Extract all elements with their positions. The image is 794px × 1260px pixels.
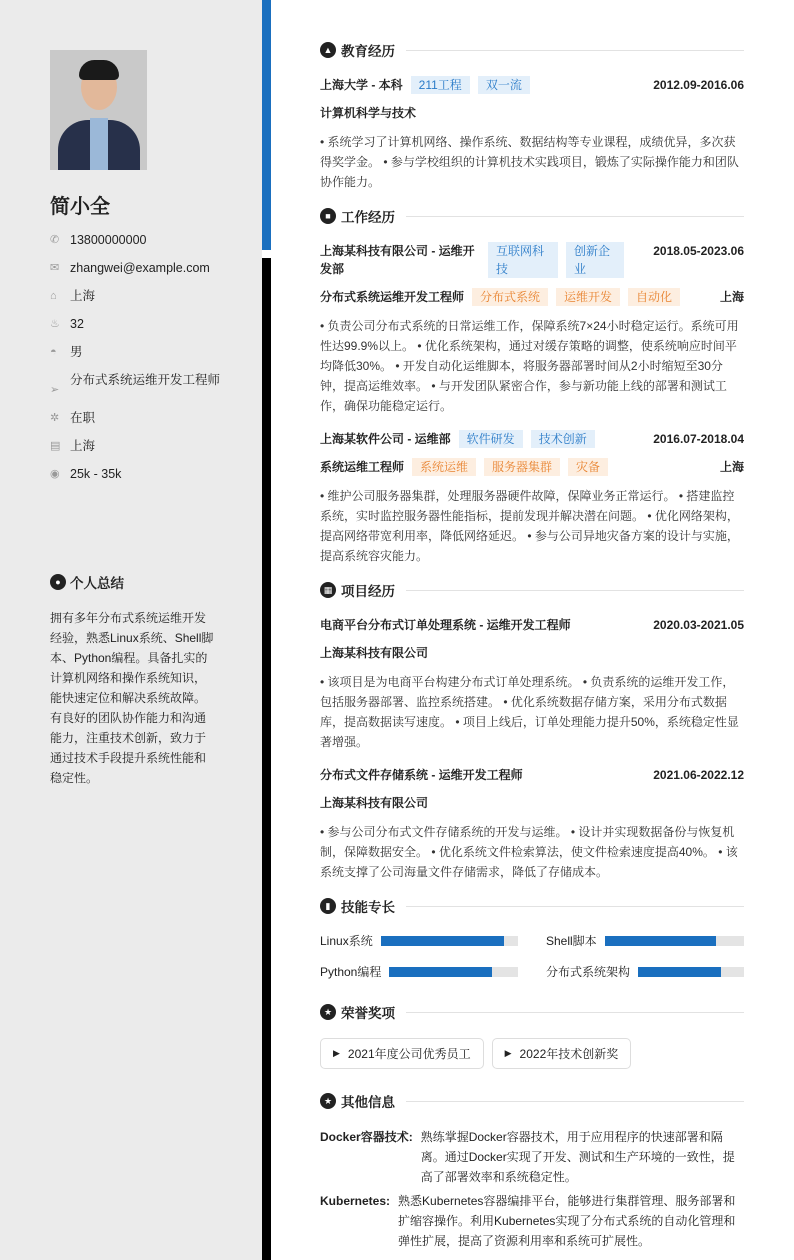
- skill-item: [546, 932, 744, 949]
- company: 上海某软件公司 - 运维部: [320, 432, 451, 446]
- other-text: 熟悉Kubernetes容器编排平台，能够进行集群管理、服务部署和扩缩容操作。利用Kubernetes实现了分布式系统的自动化管理和弹性扩展，提高了资源利用率和系统可扩展性。: [398, 1194, 736, 1248]
- skill-tag: 服务器集群: [484, 458, 560, 476]
- skill-tag: 系统运维: [412, 458, 476, 476]
- skill-bar-fill: [638, 967, 721, 977]
- info-icon: ★: [320, 1093, 336, 1109]
- company: 上海某科技有限公司 - 运维开发部: [320, 244, 475, 276]
- other-label: Kubernetes:: [320, 1194, 391, 1208]
- mail-icon: ✉: [50, 262, 60, 274]
- skill-item: [320, 963, 518, 980]
- briefcase-icon: ■: [320, 208, 336, 224]
- skill-bar: [638, 967, 744, 977]
- awards-heading: [320, 1002, 744, 1022]
- date: 2016.07-2018.04: [653, 432, 744, 446]
- city: 上海: [70, 439, 96, 453]
- skill-item: [546, 963, 744, 980]
- project-company: 上海某科技有限公司: [320, 646, 429, 660]
- section-title: 其他信息: [341, 1095, 395, 1110]
- email: zhangwei@example.com: [70, 261, 210, 275]
- project-name: 分布式文件存储系统 - 运维开发工程师: [320, 768, 523, 782]
- section-title: 荣誉奖项: [341, 1006, 395, 1021]
- gender: 男: [70, 345, 83, 359]
- section-title: 项目经历: [341, 584, 395, 599]
- tag: 双一流: [478, 76, 530, 94]
- profile-name: 简小全: [50, 196, 110, 218]
- project-name: 电商平台分布式订单处理系统 - 运维开发工程师: [320, 618, 571, 632]
- education-desc: • 系统学习了计算机网络、操作系统、数据结构等专业课程，成绩优异，多次获得奖学金。 • 参与学校组织的计算机技术实践项目，锻炼了实际操作能力和团队协作能力。: [320, 135, 739, 189]
- date: 2018.05-2023.06: [653, 244, 744, 258]
- other-heading: [320, 1091, 744, 1111]
- tag: 创新企业: [566, 242, 624, 278]
- work-desc: • 负责公司分布式系统的日常运维工作，保障系统7×24小时稳定运行。系统可用性达99.9%以上。 • 优化系统架构，通过对缓存策略的调整，使系统响应时间平均降低30%。 • 开发自动化运维脚本，将服务器部署时间从2小时缩短至30分钟，提高运维效率。 • 与开发团队紧密合作，参与新功能上线的部署和测试工作，确保功能稳定运行。: [320, 319, 739, 413]
- home-icon: ⌂: [50, 290, 57, 302]
- status-icon: ✲: [50, 412, 60, 424]
- skill-bar-fill: [381, 936, 505, 946]
- work-desc: • 维护公司服务器集群，处理服务器硬件故障，保障业务正常运行。 • 搭建监控系统，实时监控服务器性能指标，提前发现并解决潜在问题。 • 优化网络架构，提高网络带宽利用率，降低网络延迟。 • 参与公司异地灾备方案的设计与实施，提高系统容灾能力。: [320, 489, 739, 563]
- user-icon: ●: [50, 574, 66, 590]
- role: 分布式系统运维开发工程师: [320, 290, 465, 304]
- date: 2012.09-2016.06: [653, 78, 744, 92]
- city: 上海: [719, 290, 744, 304]
- project-company: 上海某科技有限公司: [320, 796, 429, 810]
- summary-heading: [50, 572, 124, 592]
- building-icon: ▤: [50, 440, 61, 452]
- summary-text: 拥有多年分布式系统运维开发经验，熟悉Linux系统、Shell脚本、Python编程。具备扎实的计算机网络和操作系统知识，能快速定位和解决系统故障。有良好的团队协作能力和沟通能力，注重技术创新，致力于通过技术手段提升系统性能和稳定性。: [50, 611, 214, 785]
- triangle-icon: ▶: [333, 1048, 340, 1058]
- section-title: 技能专长: [341, 900, 395, 915]
- contact-info: [50, 230, 220, 492]
- award-label: 2022年技术创新奖: [519, 1047, 619, 1061]
- avatar-photo: [50, 50, 147, 170]
- skill-bar-fill: [389, 967, 492, 977]
- education-heading: [320, 40, 744, 60]
- skill-tag: 运维开发: [556, 288, 620, 306]
- section-title: 教育经历: [341, 44, 395, 59]
- section-title: 工作经历: [341, 210, 395, 225]
- skill-name: Python编程: [320, 965, 382, 979]
- skill-bar-fill: [605, 936, 716, 946]
- skills-heading: [320, 896, 744, 916]
- position: 分布式系统运维开发工程师: [70, 373, 221, 387]
- skill-tag: 灾备: [568, 458, 608, 476]
- phone-icon: ✆: [50, 234, 60, 246]
- skill-tag: 分布式系统: [472, 288, 548, 306]
- money-icon: ◉: [50, 468, 60, 480]
- school: 上海大学 - 本科: [320, 78, 403, 92]
- award-item[interactable]: [320, 1038, 484, 1069]
- skill-bar: [389, 967, 518, 977]
- tag: 软件研发: [459, 430, 523, 448]
- project-desc: • 该项目是为电商平台构建分布式订单处理系统。 • 负责系统的运维开发工作，包括服务器部署、监控系统搭建。 • 优化系统数据存储方案，采用分布式数据库，提高数据读写速度。 • 项目上线后，订单处理能力提升50%，系统稳定性显著增强。: [320, 675, 739, 749]
- status: 在职: [70, 411, 96, 425]
- tag: 技术创新: [531, 430, 595, 448]
- project-desc: • 参与公司分布式文件存储系统的开发与运维。 • 设计并实现数据备份与恢复机制，保障数据安全。 • 优化系统文件检索算法，使文件检索速度提高40%。 • 该系统支撑了公司海量文件存储需求，降低了存储成本。: [320, 825, 738, 879]
- projects-heading: [320, 580, 744, 600]
- main-content: [320, 40, 744, 1255]
- tag: 互联网科技: [488, 242, 558, 278]
- role: 系统运维工程师: [320, 460, 405, 474]
- award-icon: ★: [320, 1004, 336, 1020]
- cake-icon: ♨: [50, 318, 60, 330]
- date: 2020.03-2021.05: [653, 618, 744, 632]
- skill-name: 分布式系统架构: [546, 965, 631, 979]
- age: 32: [70, 317, 84, 331]
- accent-bar: [262, 0, 271, 250]
- skill-name: Linux系统: [320, 934, 373, 948]
- chart-icon: ▮: [320, 898, 336, 914]
- skill-bar: [381, 936, 518, 946]
- date: 2021.06-2022.12: [653, 768, 744, 782]
- divider-bar: [262, 258, 271, 1260]
- grid-icon: ▦: [320, 582, 336, 598]
- tag: 211工程: [411, 76, 470, 94]
- skills-grid: [320, 932, 744, 980]
- graduation-cap-icon: ▲: [320, 42, 336, 58]
- work-heading: [320, 206, 744, 226]
- salary: 25k - 35k: [70, 467, 122, 481]
- skill-tag: 自动化: [628, 288, 680, 306]
- skill-bar: [605, 936, 744, 946]
- award-item[interactable]: [492, 1038, 632, 1069]
- summary-title: 个人总结: [70, 576, 124, 591]
- skill-name: Shell脚本: [546, 934, 597, 948]
- send-icon: ➢: [50, 384, 60, 396]
- triangle-icon: ▶: [504, 1048, 512, 1058]
- award-label: 2021年度公司优秀员工: [347, 1047, 471, 1061]
- city: 上海: [719, 460, 744, 474]
- location: 上海: [70, 289, 96, 303]
- other-label: Docker容器技术:: [320, 1130, 413, 1144]
- other-text: 熟练掌握Docker容器技术，用于应用程序的快速部署和隔离。通过Docker实现了开发、测试和生产环境的一致性，提高了部署效率和系统稳定性。: [420, 1130, 735, 1184]
- major: 计算机科学与技术: [320, 106, 417, 120]
- gender-icon: ◓: [50, 346, 57, 358]
- phone: 13800000000: [70, 233, 147, 247]
- skill-item: [320, 932, 518, 949]
